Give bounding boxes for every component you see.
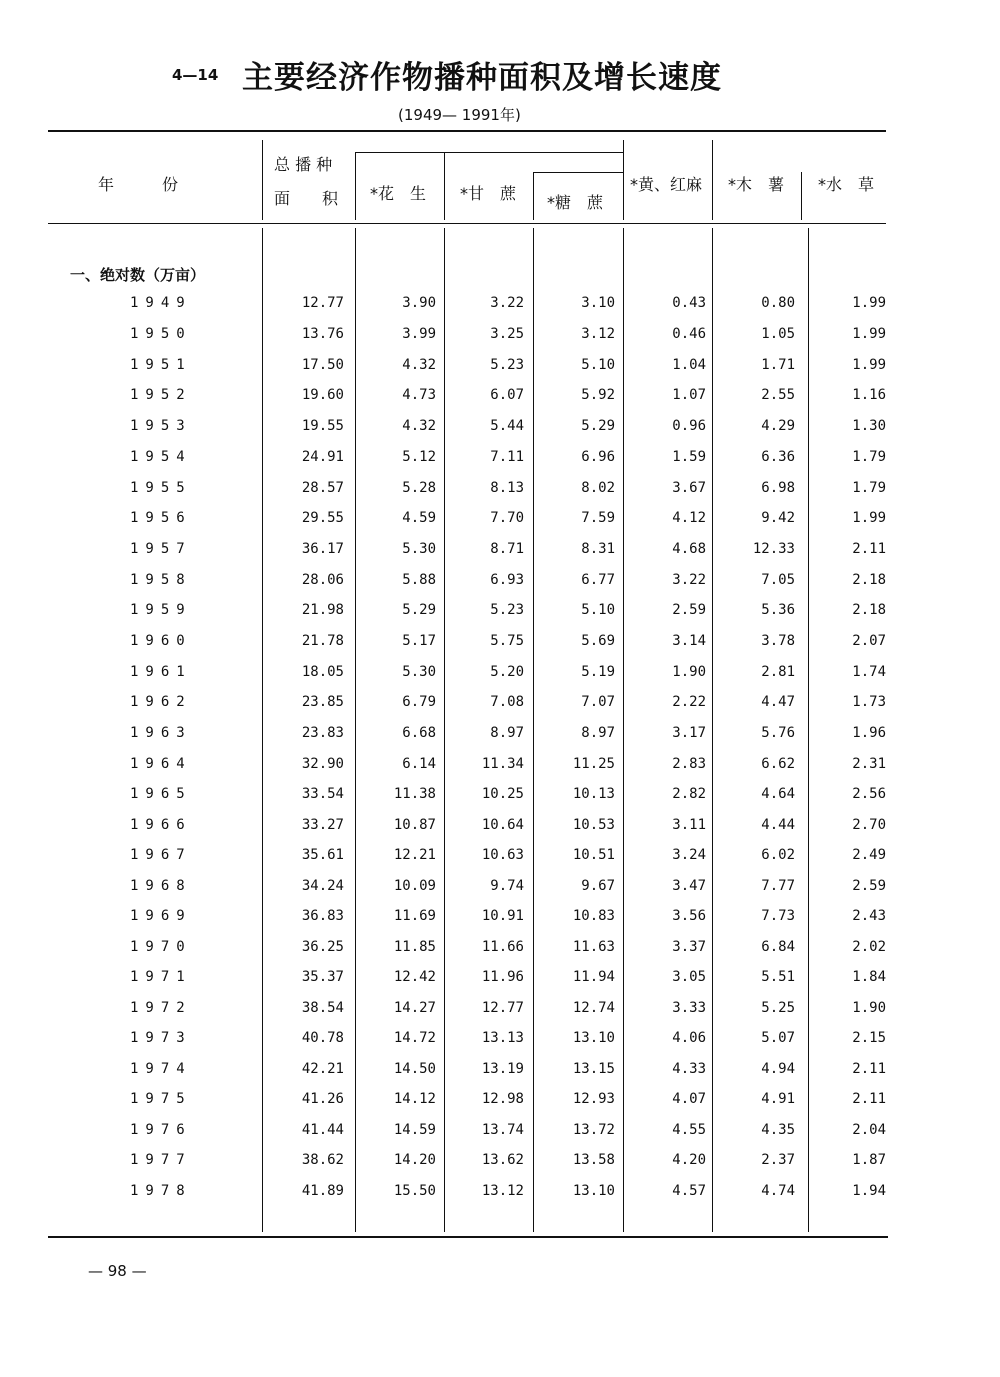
table-row	[0, 1091, 1000, 1113]
peanut-cell: 4.32	[402, 357, 436, 373]
cassava-cell: 6.62	[761, 756, 795, 772]
table-row	[0, 449, 1000, 471]
sugar-cane-cell: 13.72	[572, 1122, 615, 1138]
jute-cell: 0.46	[672, 326, 706, 342]
column-header-peanut: *花 生	[370, 184, 427, 203]
total-area-cell: 17.50	[301, 357, 344, 373]
sugar-cane-cell: 5.19	[581, 664, 615, 680]
header-bottom-rule	[48, 223, 886, 224]
column-header-jute: *黄、红麻	[630, 175, 703, 194]
peanut-cell: 4.32	[402, 418, 436, 434]
jute-cell: 3.11	[672, 817, 706, 833]
sugar-cane-cell: 10.53	[572, 817, 615, 833]
column-divider	[712, 140, 713, 220]
peanut-cell: 12.21	[393, 847, 436, 863]
total-area-cell: 33.54	[301, 786, 344, 802]
jute-cell: 3.33	[672, 1000, 706, 1016]
tobacco-cell: 2.15	[852, 1030, 886, 1046]
jute-cell: 3.56	[672, 908, 706, 924]
cassava-cell: 12.33	[752, 541, 795, 557]
year-cell: 1965	[130, 786, 192, 802]
peanut-cell: 14.20	[393, 1152, 436, 1168]
sugar-cane-cell: 11.63	[572, 939, 615, 955]
sugarcane-cell: 7.70	[490, 510, 524, 526]
total-area-cell: 36.25	[301, 939, 344, 955]
peanut-cell: 11.85	[393, 939, 436, 955]
sugarcane-cell: 7.08	[490, 694, 524, 710]
total-area-cell: 32.90	[301, 756, 344, 772]
cassava-cell: 4.44	[761, 817, 795, 833]
year-cell: 1974	[130, 1061, 192, 1077]
table-row	[0, 817, 1000, 839]
sugarcane-cell: 10.25	[481, 786, 524, 802]
sugarcane-cell: 5.44	[490, 418, 524, 434]
total-area-cell: 41.89	[301, 1183, 344, 1199]
cassava-cell: 2.37	[761, 1152, 795, 1168]
total-area-cell: 23.85	[301, 694, 344, 710]
tobacco-cell: 2.59	[852, 878, 886, 894]
jute-cell: 3.14	[672, 633, 706, 649]
sugarcane-cell: 3.25	[490, 326, 524, 342]
year-cell: 1951	[130, 357, 192, 373]
table-row	[0, 295, 1000, 317]
cassava-cell: 4.64	[761, 786, 795, 802]
sugarcane-cell: 12.77	[481, 1000, 524, 1016]
tobacco-cell: 1.96	[852, 725, 886, 741]
table-row	[0, 541, 1000, 563]
table-row	[0, 633, 1000, 655]
sugarcane-cell: 10.63	[481, 847, 524, 863]
sugar-cane-cell: 13.10	[572, 1030, 615, 1046]
total-area-cell: 28.57	[301, 480, 344, 496]
cassava-cell: 5.07	[761, 1030, 795, 1046]
column-divider	[444, 152, 445, 220]
peanut-cell: 3.99	[402, 326, 436, 342]
sugar-cane-cell: 9.67	[581, 878, 615, 894]
sugarcane-cell: 8.13	[490, 480, 524, 496]
year-cell: 1977	[130, 1152, 192, 1168]
cassava-cell: 6.36	[761, 449, 795, 465]
jute-cell: 3.67	[672, 480, 706, 496]
cassava-cell: 9.42	[761, 510, 795, 526]
table-row	[0, 1030, 1000, 1052]
peanut-cell: 11.69	[393, 908, 436, 924]
cassava-cell: 7.05	[761, 572, 795, 588]
year-cell: 1971	[130, 969, 192, 985]
sugar-cane-cell: 13.58	[572, 1152, 615, 1168]
peanut-cell: 5.88	[402, 572, 436, 588]
table-row	[0, 939, 1000, 961]
year-cell: 1978	[130, 1183, 192, 1199]
jute-cell: 1.59	[672, 449, 706, 465]
year-cell: 1962	[130, 694, 192, 710]
jute-cell: 0.43	[672, 295, 706, 311]
tobacco-cell: 1.73	[852, 694, 886, 710]
table-row	[0, 725, 1000, 747]
tobacco-cell: 1.16	[852, 387, 886, 403]
tobacco-cell: 2.11	[852, 1061, 886, 1077]
total-area-cell: 28.06	[301, 572, 344, 588]
sugar-cane-cell: 6.77	[581, 572, 615, 588]
tobacco-cell: 2.11	[852, 541, 886, 557]
total-area-cell: 33.27	[301, 817, 344, 833]
year-cell: 1961	[130, 664, 192, 680]
year-cell: 1954	[130, 449, 192, 465]
peanut-cell: 5.30	[402, 664, 436, 680]
sugar-cane-cell: 10.83	[572, 908, 615, 924]
peanut-cell: 5.17	[402, 633, 436, 649]
jute-cell: 3.24	[672, 847, 706, 863]
peanut-cell: 6.68	[402, 725, 436, 741]
jute-cell: 4.68	[672, 541, 706, 557]
sugarcane-cell: 13.13	[481, 1030, 524, 1046]
peanut-cell: 14.27	[393, 1000, 436, 1016]
cassava-cell: 4.91	[761, 1091, 795, 1107]
table-row	[0, 969, 1000, 991]
column-header-sugarcane-sugar: *糖 蔗	[547, 193, 604, 212]
sugar-cane-cell: 11.94	[572, 969, 615, 985]
jute-cell: 3.37	[672, 939, 706, 955]
cassava-cell: 4.29	[761, 418, 795, 434]
cassava-cell: 6.84	[761, 939, 795, 955]
sugarcane-group-rule	[355, 152, 623, 153]
jute-cell: 1.07	[672, 387, 706, 403]
column-header-total-line2: 面 积	[274, 189, 339, 208]
total-area-cell: 38.54	[301, 1000, 344, 1016]
table-row	[0, 1152, 1000, 1174]
peanut-cell: 5.29	[402, 602, 436, 618]
cassava-cell: 2.81	[761, 664, 795, 680]
year-cell: 1955	[130, 480, 192, 496]
cassava-cell: 5.36	[761, 602, 795, 618]
table-row	[0, 878, 1000, 900]
peanut-cell: 10.09	[393, 878, 436, 894]
column-header-tobacco: *水 草	[818, 175, 875, 194]
cassava-cell: 0.80	[761, 295, 795, 311]
sugar-cane-cell: 7.59	[581, 510, 615, 526]
sugarcane-cell: 10.64	[481, 817, 524, 833]
tobacco-cell: 1.99	[852, 326, 886, 342]
cassava-cell: 7.73	[761, 908, 795, 924]
sugarcane-cell: 6.93	[490, 572, 524, 588]
sugar-cane-cell: 6.96	[581, 449, 615, 465]
year-cell: 1950	[130, 326, 192, 342]
sugar-cane-cell: 10.51	[572, 847, 615, 863]
jute-cell: 4.06	[672, 1030, 706, 1046]
jute-cell: 2.22	[672, 694, 706, 710]
cassava-cell: 4.35	[761, 1122, 795, 1138]
year-cell: 1958	[130, 572, 192, 588]
sugar-cane-cell: 8.97	[581, 725, 615, 741]
table-row	[0, 1183, 1000, 1205]
total-area-cell: 35.37	[301, 969, 344, 985]
column-header-year: 年 份	[98, 175, 179, 194]
table-row	[0, 510, 1000, 532]
jute-cell: 3.22	[672, 572, 706, 588]
sugarcane-cell: 5.23	[490, 602, 524, 618]
tobacco-cell: 1.90	[852, 1000, 886, 1016]
tobacco-cell: 2.02	[852, 939, 886, 955]
tobacco-cell: 1.99	[852, 295, 886, 311]
tobacco-cell: 2.49	[852, 847, 886, 863]
tobacco-cell: 2.56	[852, 786, 886, 802]
peanut-cell: 14.59	[393, 1122, 436, 1138]
peanut-cell: 15.50	[393, 1183, 436, 1199]
year-cell: 1957	[130, 541, 192, 557]
sugarcane-cell: 13.62	[481, 1152, 524, 1168]
total-area-cell: 19.60	[301, 387, 344, 403]
year-cell: 1976	[130, 1122, 192, 1138]
tobacco-cell: 2.07	[852, 633, 886, 649]
peanut-cell: 4.59	[402, 510, 436, 526]
sugar-cane-cell: 8.31	[581, 541, 615, 557]
year-cell: 1956	[130, 510, 192, 526]
year-cell: 1966	[130, 817, 192, 833]
sugarcane-cell: 5.23	[490, 357, 524, 373]
sugar-cane-cell: 3.10	[581, 295, 615, 311]
sugar-cane-cell: 5.10	[581, 602, 615, 618]
table-row	[0, 1061, 1000, 1083]
sugar-cane-cell: 5.92	[581, 387, 615, 403]
sugarcane-cell: 13.12	[481, 1183, 524, 1199]
total-area-cell: 41.44	[301, 1122, 344, 1138]
peanut-cell: 4.73	[402, 387, 436, 403]
table-row	[0, 756, 1000, 778]
total-area-cell: 21.98	[301, 602, 344, 618]
jute-cell: 2.82	[672, 786, 706, 802]
subtitle: (1949— 1991年)	[398, 106, 521, 124]
jute-cell: 4.33	[672, 1061, 706, 1077]
year-cell: 1973	[130, 1030, 192, 1046]
tobacco-cell: 2.70	[852, 817, 886, 833]
column-divider	[355, 152, 356, 220]
sugarcane-cell: 8.97	[490, 725, 524, 741]
tobacco-cell: 2.11	[852, 1091, 886, 1107]
sugarcane-cell: 5.20	[490, 664, 524, 680]
table-number: 4—14	[172, 66, 219, 84]
year-cell: 1970	[130, 939, 192, 955]
column-divider	[801, 172, 802, 220]
year-cell: 1963	[130, 725, 192, 741]
peanut-cell: 14.50	[393, 1061, 436, 1077]
sugarcane-cell: 6.07	[490, 387, 524, 403]
year-cell: 1959	[130, 602, 192, 618]
table-row	[0, 326, 1000, 348]
sugarcane-sub-rule	[533, 172, 623, 173]
sugarcane-cell: 7.11	[490, 449, 524, 465]
jute-cell: 1.90	[672, 664, 706, 680]
table-row	[0, 572, 1000, 594]
table-row	[0, 357, 1000, 379]
cassava-cell: 7.77	[761, 878, 795, 894]
column-header-sugarcane: *甘 蔗	[460, 184, 517, 203]
table-row	[0, 694, 1000, 716]
sugar-cane-cell: 5.29	[581, 418, 615, 434]
jute-cell: 4.20	[672, 1152, 706, 1168]
sugar-cane-cell: 8.02	[581, 480, 615, 496]
sugarcane-cell: 9.74	[490, 878, 524, 894]
table-row	[0, 664, 1000, 686]
tobacco-cell: 1.84	[852, 969, 886, 985]
total-area-cell: 18.05	[301, 664, 344, 680]
jute-cell: 4.55	[672, 1122, 706, 1138]
peanut-cell: 5.28	[402, 480, 436, 496]
cassava-cell: 4.94	[761, 1061, 795, 1077]
total-area-cell: 40.78	[301, 1030, 344, 1046]
tobacco-cell: 2.43	[852, 908, 886, 924]
table-row	[0, 418, 1000, 440]
column-divider	[533, 172, 534, 220]
total-area-cell: 23.83	[301, 725, 344, 741]
tobacco-cell: 1.94	[852, 1183, 886, 1199]
sugar-cane-cell: 13.15	[572, 1061, 615, 1077]
section-label: 一、绝对数（万亩）	[70, 266, 206, 284]
year-cell: 1964	[130, 756, 192, 772]
peanut-cell: 10.87	[393, 817, 436, 833]
tobacco-cell: 1.99	[852, 357, 886, 373]
page-number: — 98 —	[88, 1262, 147, 1280]
total-area-cell: 21.78	[301, 633, 344, 649]
table-row	[0, 847, 1000, 869]
cassava-cell: 6.02	[761, 847, 795, 863]
jute-cell: 3.17	[672, 725, 706, 741]
tobacco-cell: 1.87	[852, 1152, 886, 1168]
table-row	[0, 387, 1000, 409]
jute-cell: 3.05	[672, 969, 706, 985]
tobacco-cell: 2.18	[852, 602, 886, 618]
peanut-cell: 11.38	[393, 786, 436, 802]
sugarcane-cell: 13.19	[481, 1061, 524, 1077]
year-cell: 1952	[130, 387, 192, 403]
sugarcane-cell: 10.91	[481, 908, 524, 924]
cassava-cell: 4.74	[761, 1183, 795, 1199]
total-area-cell: 36.83	[301, 908, 344, 924]
table-row	[0, 1000, 1000, 1022]
peanut-cell: 5.12	[402, 449, 436, 465]
table-row	[0, 786, 1000, 808]
peanut-cell: 14.72	[393, 1030, 436, 1046]
total-area-cell: 38.62	[301, 1152, 344, 1168]
sugar-cane-cell: 12.93	[572, 1091, 615, 1107]
total-area-cell: 24.91	[301, 449, 344, 465]
table-row	[0, 908, 1000, 930]
total-area-cell: 29.55	[301, 510, 344, 526]
total-area-cell: 13.76	[301, 326, 344, 342]
year-cell: 1968	[130, 878, 192, 894]
peanut-cell: 14.12	[393, 1091, 436, 1107]
total-area-cell: 12.77	[301, 295, 344, 311]
sugar-cane-cell: 13.10	[572, 1183, 615, 1199]
peanut-cell: 6.14	[402, 756, 436, 772]
sugarcane-cell: 13.74	[481, 1122, 524, 1138]
total-area-cell: 42.21	[301, 1061, 344, 1077]
cassava-cell: 5.76	[761, 725, 795, 741]
year-cell: 1975	[130, 1091, 192, 1107]
year-cell: 1953	[130, 418, 192, 434]
jute-cell: 4.07	[672, 1091, 706, 1107]
jute-cell: 4.57	[672, 1183, 706, 1199]
jute-cell: 4.12	[672, 510, 706, 526]
year-cell: 1967	[130, 847, 192, 863]
sugarcane-cell: 11.66	[481, 939, 524, 955]
cassava-cell: 1.05	[761, 326, 795, 342]
total-area-cell: 35.61	[301, 847, 344, 863]
sugarcane-cell: 12.98	[481, 1091, 524, 1107]
jute-cell: 2.59	[672, 602, 706, 618]
table-row	[0, 1122, 1000, 1144]
tobacco-cell: 1.79	[852, 449, 886, 465]
sugarcane-cell: 3.22	[490, 295, 524, 311]
table-top-rule	[48, 130, 886, 132]
sugarcane-cell: 5.75	[490, 633, 524, 649]
total-area-cell: 41.26	[301, 1091, 344, 1107]
tobacco-cell: 1.79	[852, 480, 886, 496]
year-cell: 1969	[130, 908, 192, 924]
column-header-total-line1: 总 播 种	[274, 155, 333, 174]
peanut-cell: 3.90	[402, 295, 436, 311]
sugarcane-cell: 11.34	[481, 756, 524, 772]
cassava-cell: 5.25	[761, 1000, 795, 1016]
sugar-cane-cell: 10.13	[572, 786, 615, 802]
year-cell: 1960	[130, 633, 192, 649]
table-row	[0, 480, 1000, 502]
tobacco-cell: 2.31	[852, 756, 886, 772]
sugar-cane-cell: 11.25	[572, 756, 615, 772]
cassava-cell: 1.71	[761, 357, 795, 373]
cassava-cell: 2.55	[761, 387, 795, 403]
cassava-cell: 4.47	[761, 694, 795, 710]
jute-cell: 1.04	[672, 357, 706, 373]
cassava-cell: 3.78	[761, 633, 795, 649]
cassava-cell: 6.98	[761, 480, 795, 496]
sugarcane-cell: 11.96	[481, 969, 524, 985]
year-cell: 1972	[130, 1000, 192, 1016]
year-cell: 1949	[130, 295, 192, 311]
jute-cell: 3.47	[672, 878, 706, 894]
total-area-cell: 36.17	[301, 541, 344, 557]
column-header-cassava: *木 薯	[728, 175, 785, 194]
jute-cell: 2.83	[672, 756, 706, 772]
cassava-cell: 5.51	[761, 969, 795, 985]
tobacco-cell: 2.18	[852, 572, 886, 588]
sugar-cane-cell: 7.07	[581, 694, 615, 710]
sugar-cane-cell: 5.10	[581, 357, 615, 373]
column-divider	[623, 140, 624, 220]
tobacco-cell: 1.74	[852, 664, 886, 680]
jute-cell: 0.96	[672, 418, 706, 434]
tobacco-cell: 1.30	[852, 418, 886, 434]
table-bottom-rule	[48, 1236, 888, 1238]
peanut-cell: 12.42	[393, 969, 436, 985]
total-area-cell: 19.55	[301, 418, 344, 434]
peanut-cell: 5.30	[402, 541, 436, 557]
sugar-cane-cell: 5.69	[581, 633, 615, 649]
tobacco-cell: 1.99	[852, 510, 886, 526]
table-row	[0, 602, 1000, 624]
page-title: 主要经济作物播种面积及增长速度	[242, 60, 722, 96]
total-area-cell: 34.24	[301, 878, 344, 894]
tobacco-cell: 2.04	[852, 1122, 886, 1138]
sugarcane-cell: 8.71	[490, 541, 524, 557]
sugar-cane-cell: 12.74	[572, 1000, 615, 1016]
sugar-cane-cell: 3.12	[581, 326, 615, 342]
peanut-cell: 6.79	[402, 694, 436, 710]
column-divider	[262, 140, 263, 220]
